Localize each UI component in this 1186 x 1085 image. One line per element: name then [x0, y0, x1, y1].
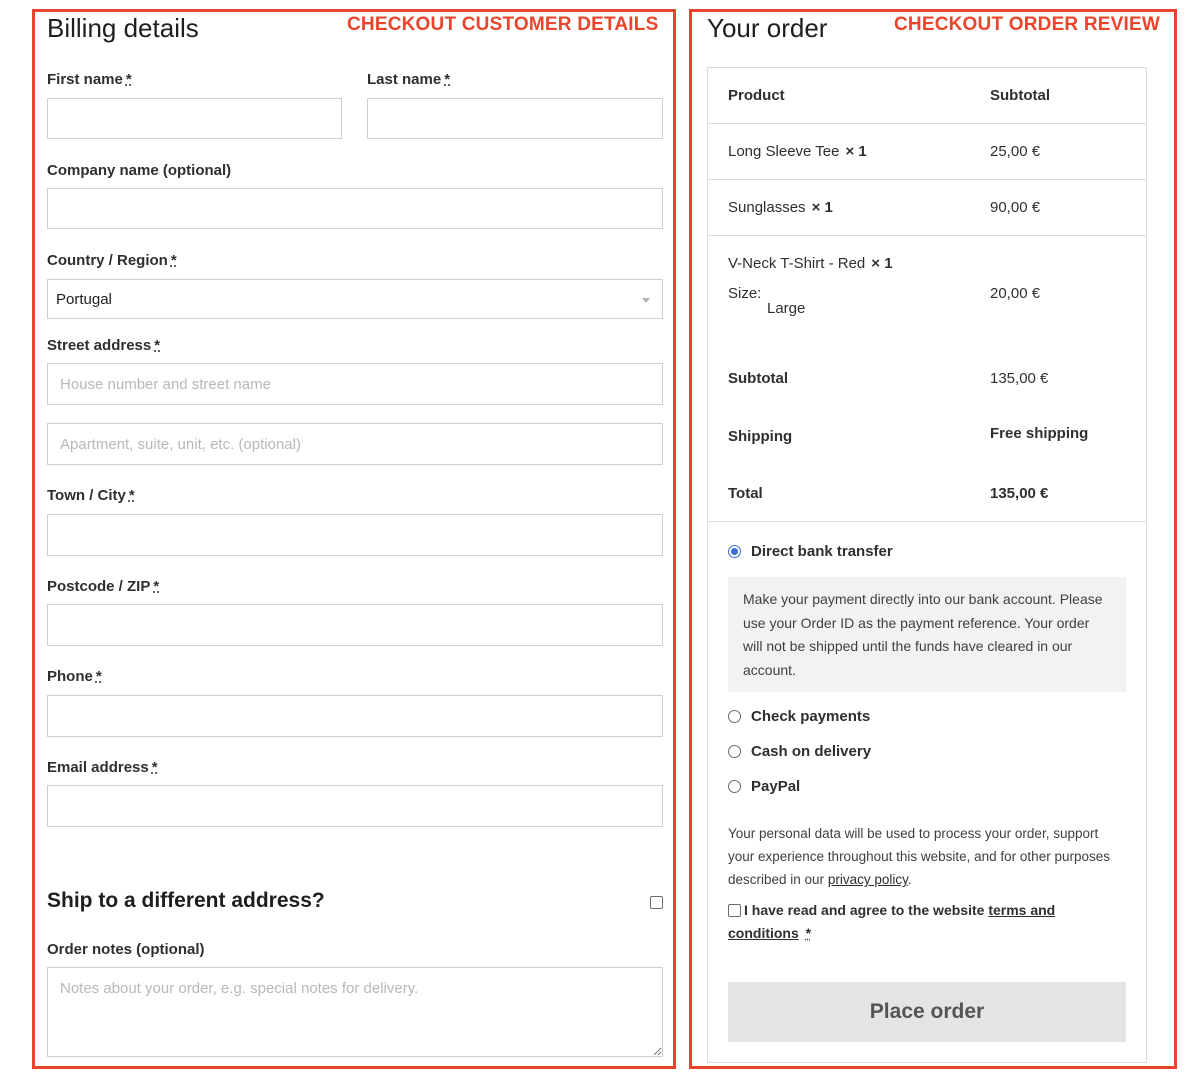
divider — [707, 179, 1147, 180]
order-item-name: V-Neck T-Shirt - Red × 1 — [728, 255, 893, 272]
town-city-field[interactable] — [47, 514, 663, 556]
order-item-price: 20,00 € — [990, 285, 1041, 302]
checkout-customer-details-label: CHECKOUT CUSTOMER DETAILS — [347, 14, 659, 35]
subtotal-value: 135,00 € — [990, 370, 1049, 387]
phone-label: Phone * — [47, 668, 102, 685]
order-item-price: 90,00 € — [990, 199, 1041, 216]
first-name-label: First name * — [47, 71, 132, 88]
street-address-label: Street address * — [47, 337, 161, 354]
town-city-label: Town / City * — [47, 487, 135, 504]
total-label: Total — [728, 485, 763, 502]
terms-and-conditions-link[interactable]: terms and conditions — [728, 902, 1056, 941]
ship-different-address-heading: Ship to a different address? — [47, 889, 325, 912]
privacy-notice: Your personal data will be used to process your order, support your experience throughout this website, and for other purposes described in our privacy policy. — [728, 826, 1110, 887]
column-header-product: Product — [728, 87, 785, 104]
chevron-down-icon — [642, 298, 650, 303]
payment-radio-cash-on-delivery[interactable] — [728, 745, 741, 758]
last-name-field[interactable] — [367, 98, 663, 139]
order-item-price: 25,00 € — [990, 143, 1041, 160]
payment-label-direct-bank-transfer[interactable]: Direct bank transfer — [751, 543, 893, 560]
order-item-name: Sunglasses × 1 — [728, 199, 833, 216]
email-address-label: Email address * — [47, 759, 158, 776]
company-name-field[interactable] — [47, 188, 663, 229]
order-item-meta-key: Size: — [728, 285, 762, 302]
company-name-label: Company name (optional) — [47, 162, 232, 179]
payment-radio-direct-bank-transfer[interactable] — [728, 545, 741, 558]
divider — [707, 123, 1147, 124]
divider — [707, 521, 1147, 522]
billing-details-title: Billing details — [47, 13, 199, 43]
terms-text: I have read and agree to the website terms and conditions * — [728, 902, 1056, 941]
postcode-label: Postcode / ZIP * — [47, 578, 160, 595]
payment-label-paypal[interactable]: PayPal — [751, 778, 801, 795]
email-address-field[interactable] — [47, 785, 663, 827]
payment-label-cash-on-delivery[interactable]: Cash on delivery — [751, 743, 872, 760]
payment-label-check-payments[interactable]: Check payments — [751, 708, 871, 725]
country-region-label: Country / Region * — [47, 252, 177, 269]
privacy-policy-link[interactable]: privacy policy — [827, 872, 908, 887]
order-item-meta-value: Large — [767, 300, 806, 317]
subtotal-label: Subtotal — [728, 370, 788, 387]
bank-transfer-description: Make your payment directly into our bank account. Please use your Order ID as the payment reference. Your order will not be shipped until the funds have cleared in our account. — [728, 577, 1126, 692]
street-address-2-field[interactable] — [47, 423, 663, 465]
checkout-order-review-label: CHECKOUT ORDER REVIEW — [894, 14, 1160, 35]
last-name-label: Last name * — [367, 71, 451, 88]
country-select[interactable] — [47, 279, 663, 319]
your-order-title: Your order — [707, 13, 828, 43]
payment-radio-paypal[interactable] — [728, 780, 741, 793]
shipping-value: Free shipping — [990, 425, 1089, 442]
postcode-field[interactable] — [47, 604, 663, 646]
shipping-label: Shipping — [728, 428, 793, 445]
divider — [707, 235, 1147, 236]
first-name-field[interactable] — [47, 98, 342, 139]
payment-radio-check-payments[interactable] — [728, 710, 741, 723]
order-notes-field[interactable] — [47, 967, 663, 1057]
country-select-value: Portugal — [56, 290, 112, 308]
phone-field[interactable] — [47, 695, 663, 737]
total-value: 135,00 € — [990, 485, 1049, 502]
order-item-name: Long Sleeve Tee × 1 — [728, 143, 867, 160]
column-header-subtotal: Subtotal — [990, 87, 1050, 104]
order-notes-label: Order notes (optional) — [47, 941, 205, 958]
place-order-button[interactable]: Place order — [728, 982, 1126, 1042]
ship-different-address-checkbox[interactable] — [650, 896, 663, 909]
street-address-field[interactable] — [47, 363, 663, 405]
